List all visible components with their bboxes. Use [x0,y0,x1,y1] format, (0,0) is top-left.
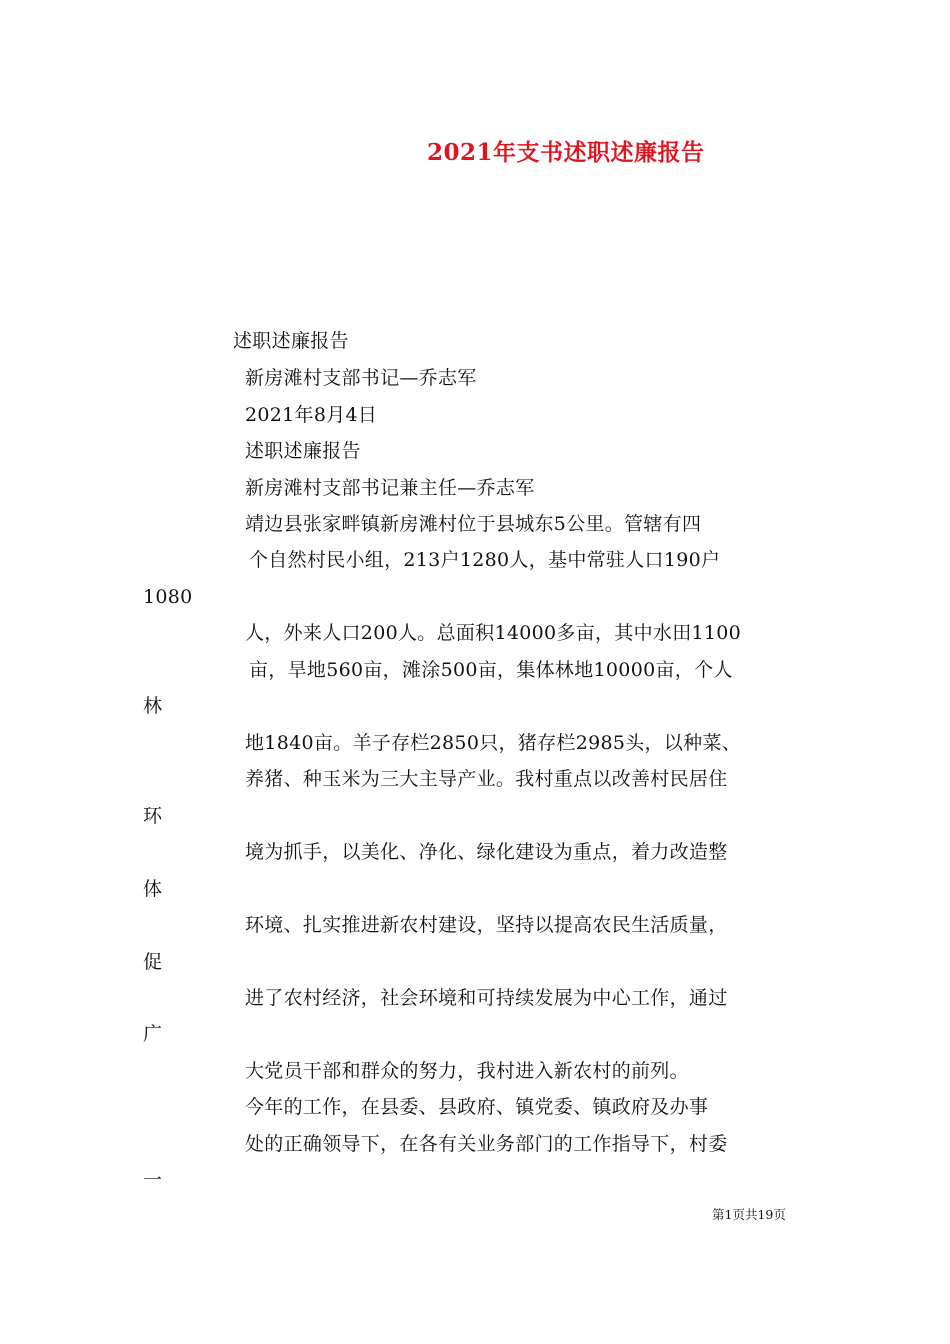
body-line: 养猪、种玉米为三大主导产业。我村重点以改善村民居住 [245,768,728,790]
body-line: 述职述廉报告 [233,330,349,352]
body-line: 处的正确领导下，在各有关业务部门的工作指导下，村委 [245,1133,728,1155]
body-line: 个自然村民小组，213户1280人，基中常驻人口190户 [249,549,721,571]
document-title: 2021年支书述职述廉报告 [427,139,705,166]
body-line: 新房滩村支部书记—乔志军 [245,367,477,389]
page-number: 第1页共19页 [712,1207,786,1222]
body-line: 一 [143,1169,163,1191]
body-line: 进了农村经济，社会环境和可持续发展为中心工作，通过 [245,987,728,1009]
body-line: 今年的工作，在县委、县政府、镇党委、镇政府及办事 [245,1096,709,1118]
body-line: 环 [143,805,163,827]
body-line: 地1840亩。羊子存栏2850只，猪存栏2985头，以种菜、 [245,732,742,754]
body-line: 境为抓手，以美化、净化、绿化建设为重点，着力改造整 [245,841,728,863]
body-line: 靖边县张家畔镇新房滩村位于县城东5公里。管辖有四 [245,513,702,535]
body-line: 大党员干部和群众的努力，我村进入新农村的前列。 [245,1060,689,1082]
body-line: 新房滩村支部书记兼主任—乔志军 [245,477,535,499]
body-line: 2021年8月4日 [245,404,378,426]
body-line: 林 [143,695,163,717]
body-line: 述职述廉报告 [245,440,361,462]
body-line: 体 [143,878,163,900]
body-line: 人，外来人口200人。总面积14000多亩，其中水田1100 [245,622,742,644]
body-line: 广 [143,1023,163,1045]
body-line: 1080 [143,586,193,608]
body-line: 促 [143,951,163,973]
body-line: 环境、扎实推进新农村建设，坚持以提高农民生活质量， [245,914,728,936]
body-line: 亩，旱地560亩，滩涂500亩，集体林地10000亩，个人 [249,659,733,681]
